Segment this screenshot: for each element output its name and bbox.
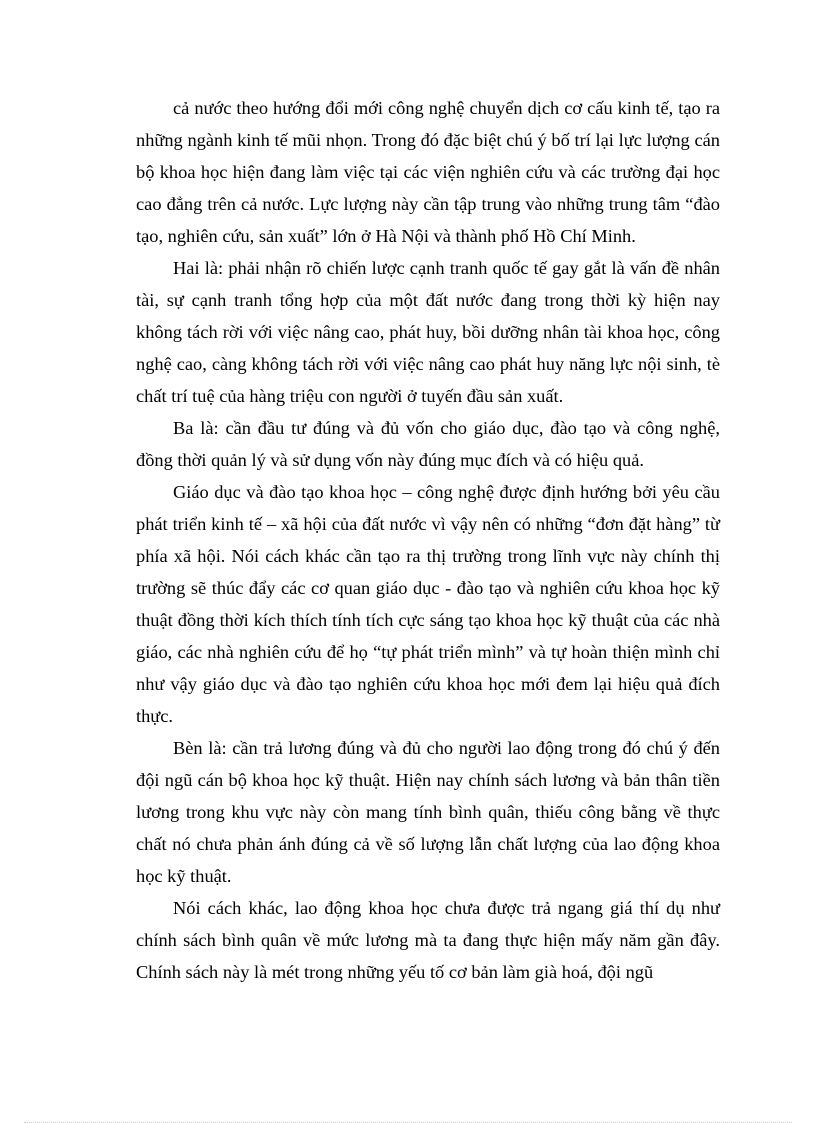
paragraph-ba-la: Ba là: cần đầu tư đúng và đủ vốn cho giáo dục, đào tạo và công nghệ, đồng thời quản lý và sử dụng vốn này đúng mục đích và có hiệu quả.	[136, 418, 720, 470]
paragraph-giao-duc: Giáo dục và đào tạo khoa học – công nghệ được định hướng bởi yêu cầu phát triển kinh tế – xã hội của đất nước vì vậy nên có những “đơn đặt hàng” từ phía xã hội. Nói cách khác cần tạo ra thị trường trong lĩnh vực này chính thị trường sẽ thúc đẩy các cơ quan giáo dục - đào tạo và nghiên cứu khoa học kỹ thuật đồng thời kích thích tính tích cực sáng tạo khoa học kỹ thuật của các nhà giáo, các nhà nghiên cứu để họ “tự phát triển mình” và tự hoàn thiện mình chỉ như vậy giáo dục và đào tạo nghiên cứu khoa học mới đem lại hiệu quả đích thực.	[136, 482, 720, 726]
paragraph-hai-la: Hai là: phải nhận rõ chiến lược cạnh tranh quốc tế gay gắt là vấn đề nhân tài, sự cạnh tranh tổng hợp của một đất nước đang trong thời kỳ hiện nay không tách rời với việc nâng cao, phát huy, bồi dưỡng nhân tài khoa học, công nghệ cao, càng không tách rời với việc nâng cao phát huy năng lực nội sinh, tè chất trí tuệ của hàng triệu con người ở tuyến đầu sản xuất.	[136, 258, 720, 406]
paragraph-ben-la: Bèn là: cần trả lương đúng và đủ cho người lao động trong đó chú ý đến đội ngũ cán bộ khoa học kỹ thuật. Hiện nay chính sách lương và bản thân tiền lương trong khu vực này còn mang tính bình quân, thiếu công bằng về thực chất nó chưa phản ánh đúng cả về số lượng lẫn chất lượng của lao động khoa học kỹ thuật.	[136, 738, 720, 886]
paragraph-continuation: cả nước theo hướng đổi mới công nghệ chuyển dịch cơ cấu kinh tế, tạo ra những ngành kinh tế mũi nhọn. Trong đó đặc biệt chú ý bố trí lại lực lượng cán bộ khoa học hiện đang làm việc tại các viện nghiên cứu và các trường đại học cao đẳng trên cả nước. Lực lượng này cần tập trung vào những trung tâm “đào tạo, nghiên cứu, sản xuất” lớn ở Hà Nội và thành phố Hồ Chí Minh.	[136, 98, 720, 246]
paragraph-noi-cach-khac: Nói cách khác, lao động khoa học chưa được trả ngang giá thí dụ như chính sách bình quân về mức lương mà ta đang thực hiện mấy năm gần đây. Chính sách này là mét trong những yếu tố cơ bản làm già hoá, đội ngũ	[136, 898, 720, 982]
document-body	[136, 92, 720, 988]
